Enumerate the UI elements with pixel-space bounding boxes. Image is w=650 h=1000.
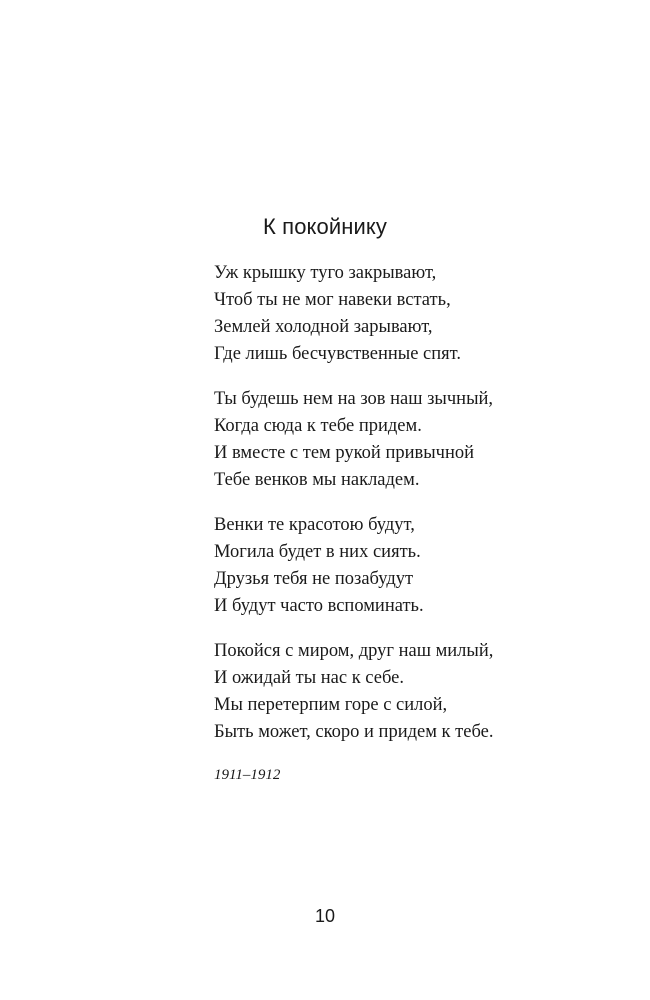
poem-line: Уж крышку туго закрывают,: [214, 263, 437, 283]
stanza-3: [214, 512, 634, 620]
poem-line: Могила будет в них сиять.: [214, 542, 421, 562]
poem-line: И ожидай ты нас к себе.: [214, 668, 404, 688]
poem-line: Покойся с миром, друг наш милый,: [214, 641, 494, 661]
poem-date: 1911–1912: [214, 767, 281, 783]
stanza-1: [214, 260, 634, 368]
poem-line: Быть может, скоро и придем к тебе.: [214, 722, 494, 742]
poem-line: Друзья тебя не позабудут: [214, 569, 414, 589]
poem-body: [214, 260, 634, 786]
poem-line: И будут часто вспоминать.: [214, 596, 424, 616]
poem-line: Мы перетерпим горе с силой,: [214, 695, 448, 715]
poem-line: Когда сюда к тебе придем.: [214, 416, 422, 436]
stanza-4: [214, 638, 634, 746]
poem-line: Тебе венков мы накладем.: [214, 470, 420, 490]
poem-line: Где лишь бесчувственные спят.: [214, 344, 461, 364]
poem-title: К покойнику: [263, 214, 387, 239]
poem-line: И вместе с тем рукой привычной: [214, 443, 475, 463]
poem-line: Ты будешь нем на зов наш зычный,: [214, 389, 494, 409]
stanza-2: [214, 386, 634, 494]
poem-line: Венки те красотою будут,: [214, 515, 415, 535]
poem-line: Чтоб ты не мог навеки встать,: [214, 290, 451, 310]
page-number: 10: [314, 906, 336, 926]
poem-line: Землей холодной зарывают,: [214, 317, 433, 337]
